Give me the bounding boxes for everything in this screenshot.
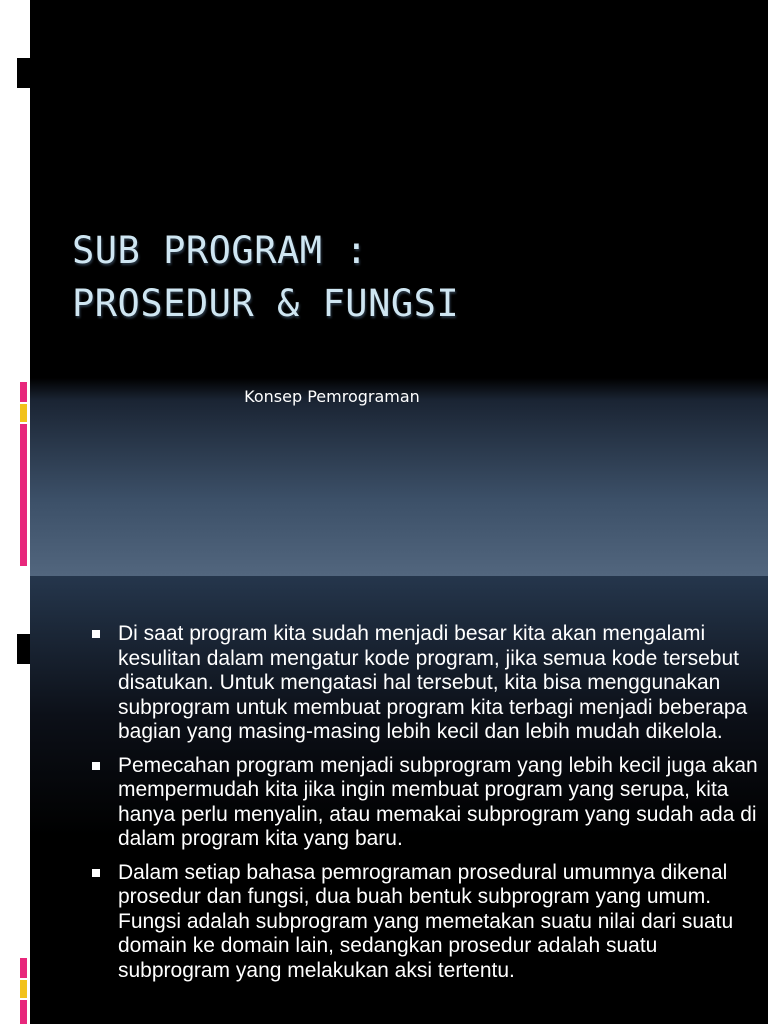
bullet-square-icon (92, 762, 100, 770)
accent-bar-pink-2 (20, 424, 27, 566)
accent-bar-pink-1 (20, 382, 27, 402)
bullet-text: Dalam setiap bahasa pemrograman prosedural umumnya dikenal prosedur dan fungsi, dua buah bentuk subprogram yang umum. Fungsi adalah subprogram yang memetakan suatu nilai dari suatu domain ke domain lain, sedangkan prosedur adalah suatu subprogram yang melakukan aksi tertentu. (118, 860, 734, 982)
slide2-edge (0, 576, 30, 1024)
title-slide (30, 0, 768, 576)
bullet-list (90, 622, 758, 992)
slide-subtitle: Konsep Pemrograman (244, 387, 420, 406)
bullet-item (90, 861, 758, 984)
bullet-text: Pemecahan program menjadi subprogram yang lebih kecil juga akan mempermudah kita jika ingin membuat program yang serupa, kita hanya perlu menyalin, atau memakai subprogram yang sudah ada di dalam program kita yang baru. (118, 753, 758, 850)
slide-title-line-1: SUB PROGRAM : (72, 229, 369, 272)
slide1-edge (0, 0, 30, 576)
accent-bar-yellow-1 (20, 404, 27, 422)
accent-bar-yellow-2 (20, 980, 27, 998)
bullet-square-icon (92, 630, 100, 638)
bullet-item (90, 622, 758, 745)
accent-bar-pink-4 (20, 1000, 27, 1024)
bullet-square-icon (92, 869, 100, 877)
accent-bar-pink-3 (20, 958, 27, 978)
edge-marker-mid (17, 634, 30, 664)
slide-title (72, 224, 459, 330)
slide-title-line-2: PROSEDUR & FUNGSI (72, 282, 460, 325)
content-slide (30, 576, 768, 1024)
bullet-item (90, 754, 758, 852)
bullet-text: Di saat program kita sudah menjadi besar kita akan mengalami kesulitan dalam mengatur kode program, jika semua kode tersebut disatukan. Untuk mengatasi hal tersebut, kita bisa menggunakan subprogram untuk membuat program kita terbagi menjadi beberapa bagian yang masing-masing lebih kecil dan lebih mudah dikelola. (118, 622, 748, 743)
